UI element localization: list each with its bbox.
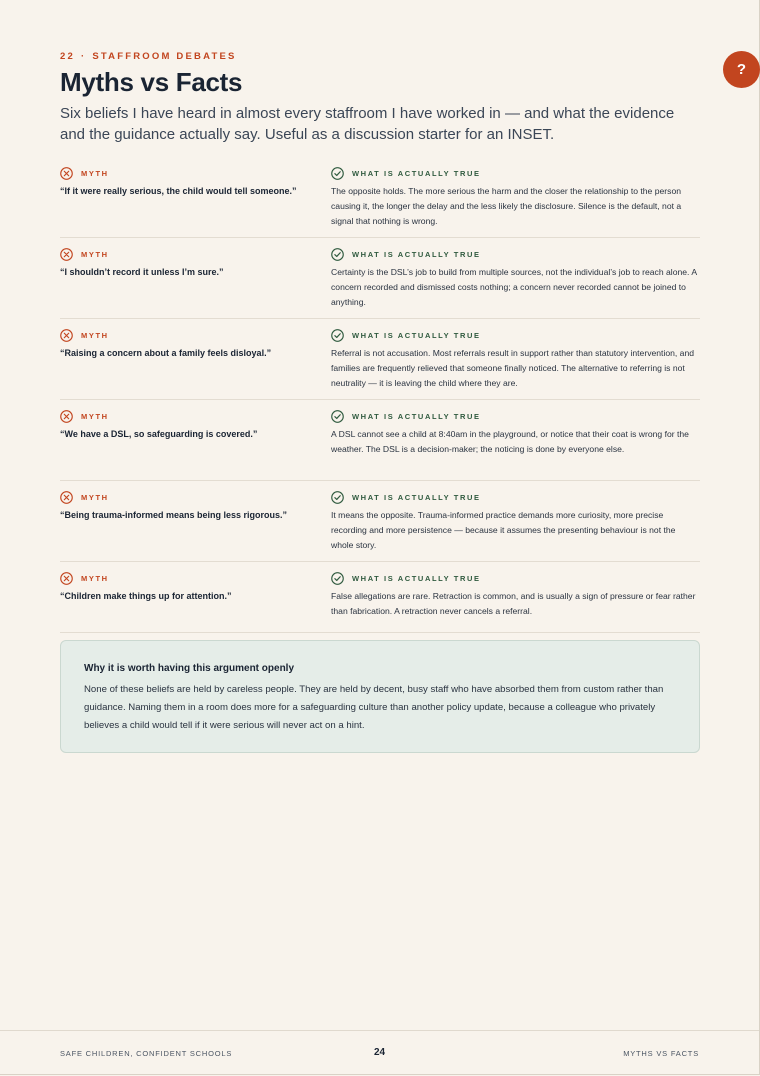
myth-tag xyxy=(60,166,331,180)
fact-column xyxy=(331,247,700,318)
section-kicker xyxy=(60,51,237,62)
x-circle-icon xyxy=(60,491,81,504)
myth-label: MYTH xyxy=(81,330,109,340)
myth-column xyxy=(60,247,331,318)
myth-column xyxy=(60,166,331,237)
myth-label: MYTH xyxy=(81,411,109,421)
myth-label: MYTH xyxy=(81,492,109,502)
fact-statement: It means the opposite. Trauma-informed practice demands more curiosity, more precise recording and more persistence — because it assumes the presenting behaviour is not the whole story. xyxy=(331,510,676,550)
fact-label: WHAT IS ACTUALLY TRUE xyxy=(352,249,481,259)
myth-column xyxy=(60,490,331,561)
x-circle-icon xyxy=(60,167,81,180)
myth-tag xyxy=(60,490,331,504)
myth-statement: “I shouldn’t record it unless I’m sure.” xyxy=(60,267,224,277)
fact-label: WHAT IS ACTUALLY TRUE xyxy=(352,492,481,502)
check-circle-icon xyxy=(331,167,352,180)
myth-statement: “Being trauma-informed means being less rigorous.” xyxy=(60,510,288,520)
myth-statement: “We have a DSL, so safeguarding is covered.” xyxy=(60,429,258,439)
fact-tag xyxy=(331,490,700,504)
question-mark-icon: ? xyxy=(736,61,747,78)
myth-fact-row xyxy=(60,400,700,481)
check-circle-icon xyxy=(331,248,352,261)
fact-statement: The opposite holds. The more serious the harm and the closer the relationship to the person causing it, the longer the delay and the less likely the disclosure. Silence is the default, not a signal that nothing is wrong. xyxy=(331,186,682,226)
fact-tag xyxy=(331,409,700,423)
check-circle-icon xyxy=(331,491,352,504)
fact-label: WHAT IS ACTUALLY TRUE xyxy=(352,573,481,583)
fact-column xyxy=(331,571,700,632)
page-title: Myths vs Facts xyxy=(60,67,243,97)
section-name: STAFFROOM DEBATES xyxy=(92,51,237,62)
callout-title: Why it is worth having this argument openly xyxy=(84,663,295,674)
callout-body: None of these beliefs are held by careless people. They are held by decent, busy staff who have absorbed them from custom rather than guidance. Naming them in a room does more for a safeguarding culture than another policy update, because a colleague who privately believes a child would tell if it were serious will never act on a hint. xyxy=(84,684,664,731)
myth-fact-row xyxy=(60,319,700,400)
discussion-callout xyxy=(60,640,700,753)
fact-tag xyxy=(331,571,700,585)
page-footer xyxy=(0,1030,759,1076)
myth-column xyxy=(60,328,331,399)
help-badge[interactable] xyxy=(723,51,760,88)
fact-tag xyxy=(331,166,700,180)
myth-fact-row xyxy=(60,238,700,319)
fact-column xyxy=(331,490,700,561)
x-circle-icon xyxy=(60,572,81,585)
footer-chapter-title: MYTHS VS FACTS xyxy=(623,1049,699,1058)
fact-statement: Referral is not accusation. Most referrals result in support rather than statutory intervention, and families are frequently relieved that someone finally noticed. The alternative to referring is not neutrality — it is leaving the child where they are. xyxy=(331,348,695,388)
myth-fact-row xyxy=(60,562,700,633)
x-circle-icon xyxy=(60,410,81,423)
myth-column xyxy=(60,409,331,480)
fact-column xyxy=(331,328,700,399)
fact-label: WHAT IS ACTUALLY TRUE xyxy=(352,330,481,340)
fact-statement: Certainty is the DSL’s job to build from multiple sources, not the individual’s job to reach alone. A concern recorded and dismissed costs nothing; a concern never recorded cannot be joined to anything. xyxy=(331,267,697,307)
x-circle-icon xyxy=(60,248,81,261)
kicker-separator: · xyxy=(80,51,87,62)
myth-statement: “If it were really serious, the child would tell someone.” xyxy=(60,186,297,196)
footer-book-title: SAFE CHILDREN, CONFIDENT SCHOOLS xyxy=(60,1049,233,1058)
myth-label: MYTH xyxy=(81,573,109,583)
page-subtitle: Six beliefs I have heard in almost every staffroom I have worked in — and what the evidence and the guidance actually say. Useful as a discussion starter for an INSET. xyxy=(60,105,675,143)
footer-page-number: 24 xyxy=(373,1047,386,1058)
myth-statement: “Raising a concern about a family feels disloyal.” xyxy=(60,348,272,358)
myth-tag xyxy=(60,328,331,342)
myth-statement: “Children make things up for attention.” xyxy=(60,591,232,601)
check-circle-icon xyxy=(331,410,352,423)
myth-fact-row xyxy=(60,157,700,238)
myth-fact-row xyxy=(60,481,700,562)
fact-tag xyxy=(331,328,700,342)
fact-column xyxy=(331,409,700,480)
fact-statement: A DSL cannot see a child at 8:40am in the playground, or notice that their coat is wrong for the weather. The DSL is a decision-maker; the noticing is done by everyone else. xyxy=(331,429,689,454)
check-circle-icon xyxy=(331,572,352,585)
check-circle-icon xyxy=(331,329,352,342)
myth-column xyxy=(60,571,331,632)
myth-tag xyxy=(60,571,331,585)
fact-column xyxy=(331,166,700,237)
fact-label: WHAT IS ACTUALLY TRUE xyxy=(352,168,481,178)
fact-statement: False allegations are rare. Retraction is common, and is usually a sign of pressure or fear rather than fabrication. A retraction never cancels a referral. xyxy=(331,591,696,616)
fact-tag xyxy=(331,247,700,261)
x-circle-icon xyxy=(60,329,81,342)
section-number: 22 xyxy=(60,51,75,62)
myth-label: MYTH xyxy=(81,249,109,259)
myth-label: MYTH xyxy=(81,168,109,178)
myth-fact-list xyxy=(60,157,700,633)
myth-tag xyxy=(60,247,331,261)
myth-tag xyxy=(60,409,331,423)
fact-label: WHAT IS ACTUALLY TRUE xyxy=(352,411,481,421)
